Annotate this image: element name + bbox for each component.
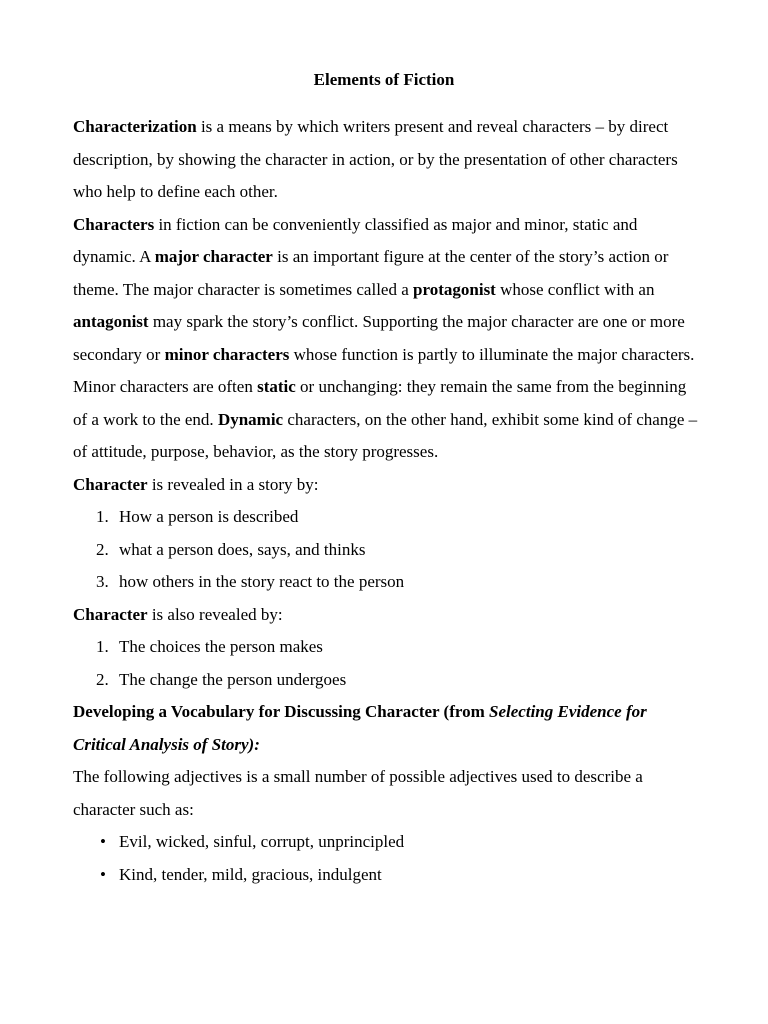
heading-source-title: Selecting Evidence for Critical Analysis of Story):: [73, 702, 647, 754]
list-item: [73, 566, 703, 599]
bullet-marker: •: [100, 864, 106, 884]
numbered-list-revealed: [73, 501, 703, 599]
bullet-marker: •: [100, 832, 106, 851]
list-item-text: Evil, wicked, sinful, corrupt, unprincipled: [119, 832, 405, 851]
paragraph-character-revealed: [73, 469, 703, 502]
term-protagonist: protagonist: [413, 279, 496, 299]
list-item-text: The change the person undergoes: [119, 669, 347, 689]
document-body: [73, 111, 703, 891]
paragraph-text: or unchanging: they remain the same from the beginning of a work to the end.: [73, 377, 687, 429]
list-number: 3.: [96, 572, 109, 591]
paragraph-text: is an important figure at the center of the story’s action or theme. The major character is sometimes called a: [73, 247, 669, 299]
term-minor-characters: minor characters: [164, 344, 290, 364]
heading-text: Developing a Vocabulary for Discussing Character (from: [73, 702, 490, 721]
paragraph-text: is revealed in a story by:: [147, 474, 319, 494]
paragraph-text: in fiction can be conveniently classified as major and minor, static and dynamic. A: [73, 214, 638, 266]
list-item-text: how others in the story react to the person: [119, 572, 405, 591]
paragraph-text: whose conflict with an: [495, 279, 655, 299]
paragraph-characters: [73, 209, 703, 469]
term-character: Character: [73, 604, 148, 624]
list-item-text: The choices the person makes: [119, 637, 323, 656]
list-item: [73, 534, 703, 567]
paragraph-character-also-revealed: [73, 599, 703, 632]
paragraph-characterization: [73, 111, 703, 209]
list-item: [73, 859, 703, 892]
term-antagonist: antagonist: [73, 312, 149, 331]
paragraph-text: characters, on the other hand, exhibit some kind of change – of attitude, purpose, behavior, as the story progresses.: [73, 409, 698, 461]
list-item: [73, 826, 703, 859]
section-heading: [73, 696, 703, 761]
paragraph-text: is also revealed by:: [147, 604, 283, 624]
list-item: [73, 631, 703, 664]
term-characters: Characters: [73, 214, 155, 234]
term-dynamic: Dynamic: [217, 409, 284, 429]
term-character: Character: [73, 474, 148, 494]
term-static: static: [257, 377, 296, 396]
bullet-list-adjectives: [73, 826, 703, 891]
list-number: 1.: [96, 637, 109, 656]
list-item: [73, 501, 703, 534]
list-item-text: what a person does, says, and thinks: [119, 539, 366, 559]
list-item: [73, 664, 703, 697]
list-number: 1.: [96, 507, 109, 526]
term-major-character: major character: [154, 247, 273, 266]
paragraph-text: whose function is partly to illuminate the major characters. Minor characters are often: [73, 344, 695, 396]
term-characterization: Characterization: [73, 117, 197, 136]
numbered-list-also-revealed: [73, 631, 703, 696]
paragraph-text: may spark the story’s conflict. Supporting the major character are one or more secondary or: [73, 312, 685, 364]
list-number: 2.: [96, 669, 109, 689]
list-item-text: Kind, tender, mild, gracious, indulgent: [119, 864, 382, 884]
document-title: Elements of Fiction: [313, 70, 455, 89]
list-number: 2.: [96, 539, 109, 559]
paragraph-adjectives: The following adjectives is a small number of possible adjectives used to describe a character such as:: [73, 767, 643, 819]
paragraph-text: is a means by which writers present and reveal characters – by direct description, by showing the character in action, or by the presentation of other characters who help to define each other.: [73, 117, 678, 201]
list-item-text: How a person is described: [119, 507, 299, 526]
